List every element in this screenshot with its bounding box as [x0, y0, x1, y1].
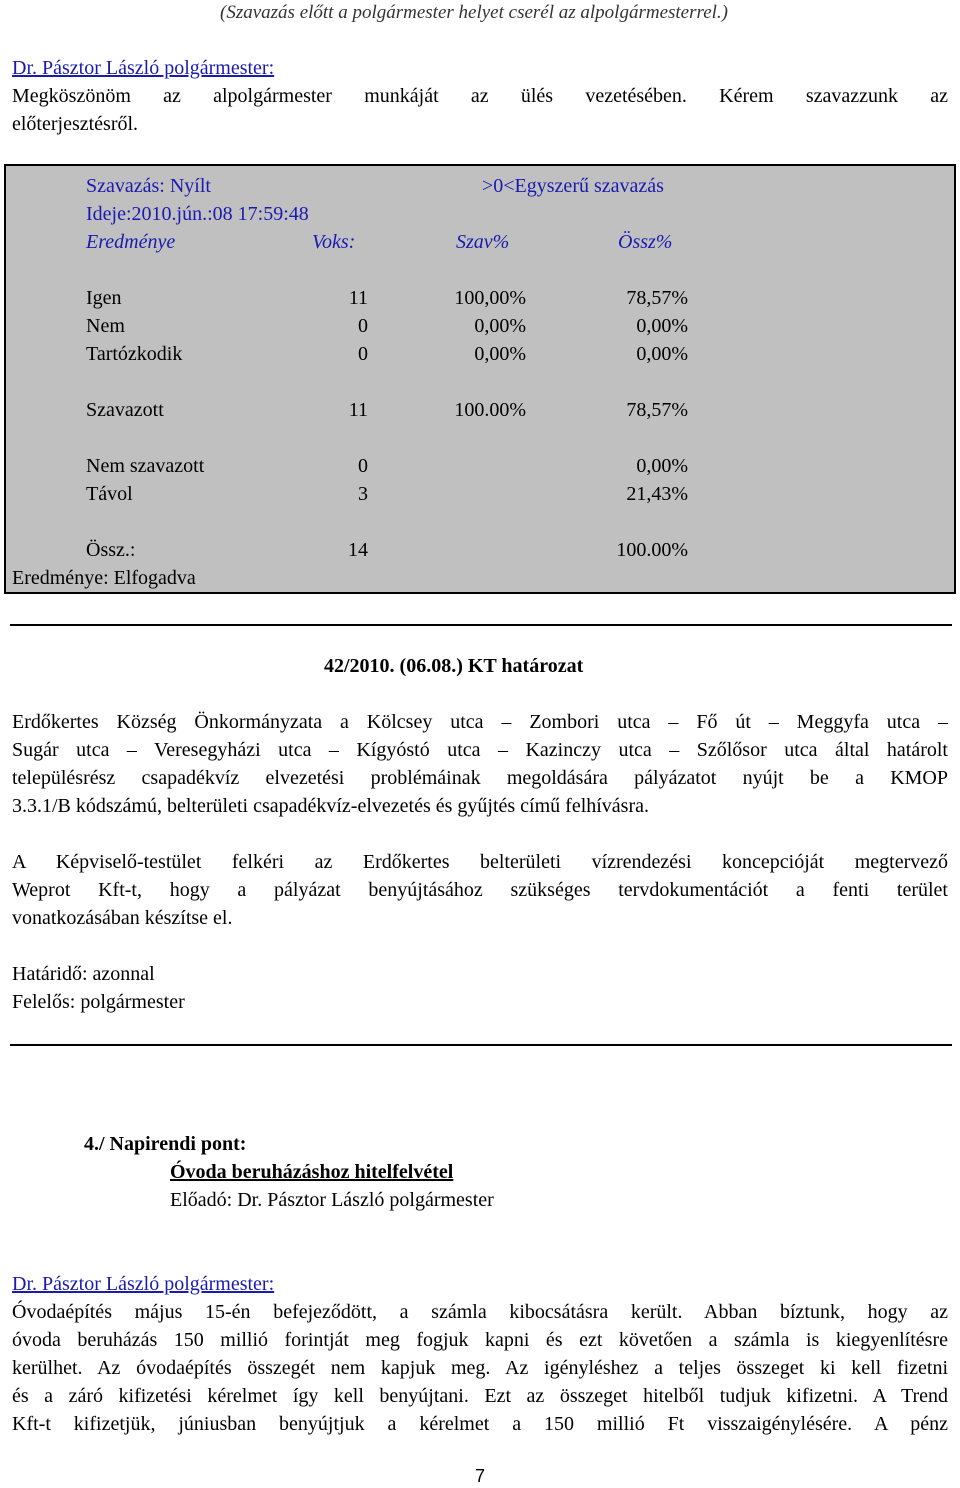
header-note: (Szavazás előtt a polgármester helyet cserél az alpolgármesterrel.): [220, 2, 728, 23]
speaker-text-line: előterjesztésről.: [12, 113, 139, 135]
speaker-text-line: óvoda beruházás 150 millió forintját meg fogjuk kapni és ezt követően a számla is kiegyenlítésre: [12, 1329, 948, 1351]
vote-result-box: [4, 164, 956, 594]
row-votes: 11: [348, 399, 368, 421]
agenda-title: Óvoda beruházáshoz hitelfelvétel: [170, 1161, 454, 1183]
row-ossz: 100.00%: [616, 539, 688, 561]
speaker-name: Dr. Pásztor László polgármester:: [12, 57, 275, 79]
row-label: Tartózkodik: [86, 343, 183, 365]
row-label: Szavazott: [86, 399, 164, 421]
col-header-result: Eredménye: [86, 231, 176, 253]
row-votes: 14: [348, 539, 368, 561]
row-votes: 0: [358, 455, 368, 477]
speaker-text-line: Megköszönöm az alpolgármester munkáját az ülés vezetésében. Kérem szavazzunk az: [12, 85, 948, 107]
row-votes: 11: [348, 287, 368, 309]
resolution-title: 42/2010. (06.08.) KT határozat: [324, 655, 584, 677]
row-szav: 0,00%: [474, 343, 526, 365]
divider: [10, 624, 952, 626]
resolution-text-line: Sugár utca – Veresegyházi utca – Kígyóstó utca – Kazinczy utca – Szőlősor utca által határolt: [12, 739, 948, 761]
resolution-text-line: vonatkozásában készítse el.: [12, 907, 233, 929]
speaker-text-line: kerülhet. Az óvodaépítés összegét nem kapjuk meg. Az igényléshez a teljes összeget ki kell fizetni: [12, 1357, 948, 1379]
row-votes: 3: [358, 483, 368, 505]
row-votes: 0: [358, 343, 368, 365]
row-label: Össz.:: [86, 539, 136, 561]
page-number: 7: [474, 1466, 485, 1486]
row-label: Nem szavazott: [86, 455, 205, 477]
col-header-szav: Szav%: [456, 231, 510, 253]
vote-time: Ideje:2010.jún.:08 17:59:48: [86, 203, 309, 225]
row-votes: 0: [358, 315, 368, 337]
agenda-point: 4./ Napirendi pont:: [84, 1133, 247, 1155]
row-szav: 0,00%: [474, 315, 526, 337]
resolution-text-line: Weprot Kft-t, hogy a pályázat benyújtásához szükséges tervdokumentációt a fenti terület: [12, 879, 948, 901]
speaker-text-line: Óvodaépítés május 15-én befejeződött, a számla kibocsátásra került. Abban bíztunk, hogy az: [12, 1301, 948, 1323]
vote-outcome: Eredménye: Elfogadva: [12, 567, 196, 589]
row-szav: 100.00%: [454, 399, 526, 421]
vote-type: Szavazás: Nyílt: [86, 175, 211, 197]
row-ossz: 78,57%: [626, 399, 688, 421]
divider: [10, 1044, 952, 1046]
row-label: Igen: [86, 287, 122, 309]
resolution-text-line: településrész csapadékvíz elvezetési problémáinak megoldására pályázatot nyújt be a KMOP: [12, 767, 948, 789]
speaker-text-line: Kft-t kifizetjük, júniusban benyújtjuk a kérelmet a 150 millió Ft visszaigénylésére. A pénz: [12, 1413, 948, 1435]
row-ossz: 0,00%: [636, 455, 688, 477]
resolution-text-line: Erdőkertes Község Önkormányzata a Kölcsey utca – Zombori utca – Fő út – Meggyfa utca –: [12, 711, 948, 733]
row-ossz: 0,00%: [636, 315, 688, 337]
responsible: Felelős: polgármester: [12, 991, 185, 1013]
row-szav: 100,00%: [454, 287, 526, 309]
agenda-presenter: Előadó: Dr. Pásztor László polgármester: [170, 1189, 494, 1211]
row-label: Nem: [86, 315, 125, 337]
vote-mode: >0<Egyszerű szavazás: [482, 175, 664, 197]
row-ossz: 21,43%: [626, 483, 688, 505]
col-header-ossz: Össz%: [618, 231, 673, 253]
row-label: Távol: [86, 483, 133, 505]
col-header-votes: Voks:: [312, 231, 356, 253]
speaker-name: Dr. Pásztor László polgármester:: [12, 1273, 275, 1295]
row-ossz: 78,57%: [626, 287, 688, 309]
deadline: Határidő: azonnal: [12, 963, 155, 985]
row-ossz: 0,00%: [636, 343, 688, 365]
resolution-text-line: A Képviselő-testület felkéri az Erdőkertes belterületi vízrendezési koncepcióját megtervező: [12, 851, 948, 873]
speaker-text-line: és a záró kifizetési kérelmet így kell benyújtani. Ezt az összeget hitelből tudjuk kifizetni. A Trend: [12, 1385, 948, 1407]
resolution-text-line: 3.3.1/B kódszámú, belterületi csapadékvíz-elvezetés és gyűjtés című felhívásra.: [12, 795, 650, 817]
